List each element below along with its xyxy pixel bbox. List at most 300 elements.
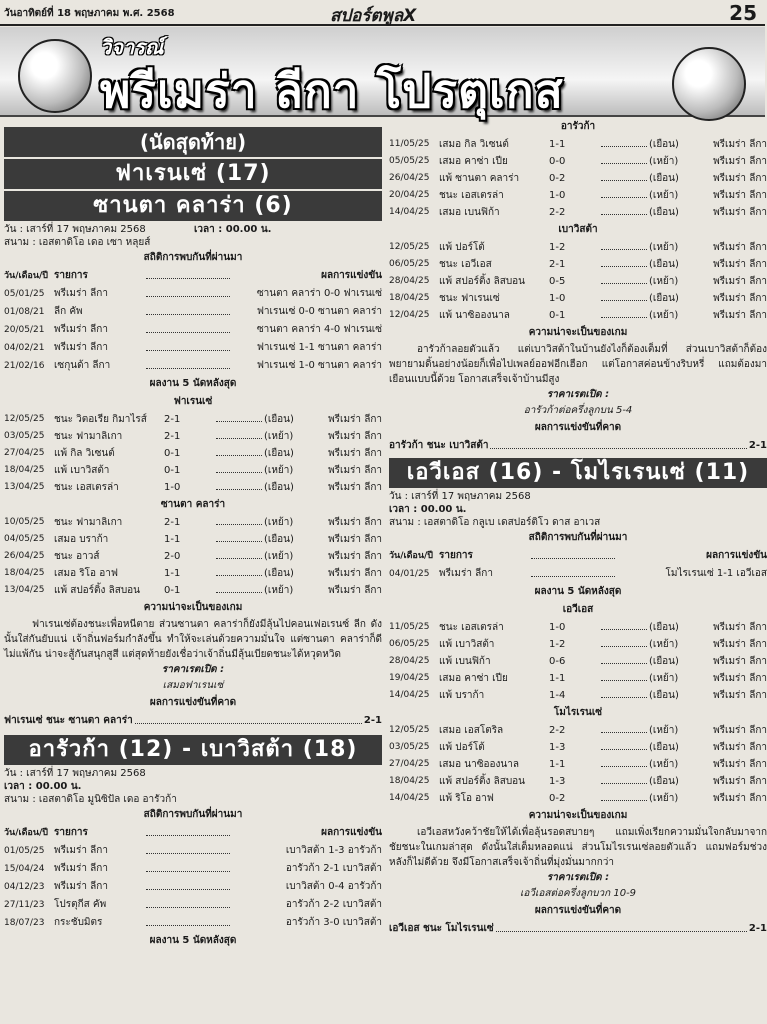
- form-list: [389, 722, 767, 807]
- form-venue: (เยือน): [649, 207, 679, 218]
- h2h-head-result: ผลการแข่งขัน: [321, 827, 382, 838]
- h2h-competition: พรีเมร่า ลีกา: [54, 845, 108, 856]
- form-date: 18/04/25: [4, 465, 45, 475]
- form-row: [389, 756, 767, 773]
- soccer-ball-icon: [18, 39, 92, 113]
- dot-leader: [146, 914, 230, 926]
- last5-title: ผลงาน 5 นัดหลังสุด: [534, 586, 622, 597]
- h2h-row: [4, 842, 382, 860]
- form-date: 05/05/25: [389, 156, 430, 166]
- form-result: เสมอ กิล วิเซนต์: [439, 139, 509, 150]
- form-score: 1-0: [549, 622, 566, 633]
- h2h-head-date: วัน/เดือน/ปี: [4, 271, 48, 281]
- h2h-title: สถิติการพบกันที่ผ่านมา: [143, 809, 243, 820]
- chance-text: เอวีเอสหวังคว้าชัยให้ได้เพื่อลุ้นรอดสบายๆ แถมเพิ่งเรียกความมั่นใจกลับมาจากชัยชนะในเกมล่าสุด ดังนั้นใส่เต็มหลอดแน่ ส่วนโมไรเรนเซ่ลอยตัวแล้ว แถมฟอร์มช่วงหลังก็ไม่ดีด้วย จึงมีโอกาสเสร็จเจ้าถิ่นที่มุ่งมั่นมากกว่า: [389, 827, 767, 868]
- form-result: เสมอ คาซ่า เปีย: [439, 673, 508, 684]
- dot-leader: [216, 428, 262, 439]
- h2h-list: [4, 285, 382, 375]
- prediction-title: ผลการแข่งขันที่คาด: [534, 422, 622, 433]
- h2h-result: เบาวิสต้า 1-3 อารัวก้า: [285, 845, 382, 856]
- form-competition: พรีเมร่า ลีกา: [713, 207, 767, 218]
- h2h-competition: พรีเมร่า ลีกา: [439, 568, 493, 579]
- form-venue: (เยือน): [649, 690, 679, 701]
- form-competition: พรีเมร่า ลีกา: [328, 585, 382, 596]
- form-row: [4, 531, 382, 548]
- form-row: [389, 273, 767, 290]
- match-day: วัน : เสาร์ที่ 17 พฤษภาคม 2568: [389, 491, 531, 502]
- h2h-date: 05/01/25: [4, 289, 45, 299]
- h2h-header: [4, 824, 382, 842]
- dot-leader: [601, 153, 647, 164]
- h2h-date: 04/02/21: [4, 343, 45, 353]
- form-row: [4, 582, 382, 599]
- form-result: เสมอ บราก้า: [54, 534, 109, 545]
- h2h-competition: พรีเมร่า ลีกา: [54, 288, 108, 299]
- h2h-row: [4, 896, 382, 914]
- dot-leader: [216, 582, 262, 593]
- form-row: [389, 773, 767, 790]
- form-venue: (เยือน): [264, 482, 294, 493]
- dot-leader: [216, 531, 262, 542]
- dot-leader: [601, 636, 647, 647]
- form-result: เสมอ เอสโตริล: [439, 725, 504, 736]
- form-score: 1-2: [549, 242, 566, 253]
- dot-leader: [601, 756, 647, 767]
- form-date: 11/05/25: [389, 139, 430, 149]
- form-date: 03/05/25: [389, 742, 430, 752]
- form-result: ชนะ ฟามาลิเกา: [54, 431, 123, 442]
- form-score: 0-5: [549, 276, 566, 287]
- form-score: 1-1: [164, 568, 181, 579]
- h2h-head-date: วัน/เดือน/ปี: [389, 551, 433, 561]
- h2h-row: [4, 914, 382, 932]
- dot-leader: [601, 170, 647, 181]
- form-row: [4, 479, 382, 496]
- form-row: [4, 445, 382, 462]
- form-list: [389, 619, 767, 704]
- form-row: [389, 653, 767, 670]
- team-a-name: ฟาเรนเซ่: [173, 396, 213, 407]
- h2h-date: 18/07/23: [4, 918, 45, 928]
- form-score: 0-1: [164, 448, 181, 459]
- form-date: 26/04/25: [389, 173, 430, 183]
- form-result: เสมอ ริโอ อาฟ: [54, 568, 118, 579]
- form-competition: พรีเมร่า ลีกา: [328, 551, 382, 562]
- form-score: 0-1: [164, 585, 181, 596]
- form-score: 0-0: [549, 156, 566, 167]
- form-venue: (เยือน): [649, 776, 679, 787]
- form-score: 1-3: [549, 742, 566, 753]
- form-date: 18/04/25: [389, 776, 430, 786]
- form-date: 11/05/25: [389, 622, 430, 632]
- chance-text: ฟาเรนเซ่ต้องชนะเพื่อหนีตาย ส่วนซานตา คลาร่าก็ยังมีลุ้นไปคอนเฟอเรนซ์ ลีก ดังนั้นใส่กันยับแน่ เจ้าถิ่นฟอร์มกำลังขึ้น ทำให้จะเล่นด้วยความมั่นใจ แต่ซานตา คลาร่าก็ดีไม่แพ้กัน น่าจะสู้กันสนุกสูสี แต่สุดท้ายยังเชื่อว่าเจ้าถิ่นมีลุ้นเบียดชนะได้หวุดหวิด: [4, 619, 382, 660]
- h2h-date: 21/02/16: [4, 361, 45, 371]
- h2h-competition: พรีเมร่า ลีกา: [54, 324, 108, 335]
- form-date: 06/05/25: [389, 259, 430, 269]
- form-date: 10/05/25: [4, 517, 45, 527]
- form-competition: พรีเมร่า ลีกา: [713, 656, 767, 667]
- chance-text: อารัวก้าลอยตัวแล้ว แต่เบาวิสต้าในบ้านยังไงก็ต้องเต็มที่ ส่วนเบาวิสต้าก็ต้องพยายามดิ้นอย่างน้อยก็เพื่อไปเพลย์ออฟอีกเฮือก แต่โอกาสค่อนข้างริบหรี่ แถมต้องมาเยือนแบบนี้ด้วย โอกาสเสร็จเจ้าบ้านมีสูง: [389, 344, 767, 385]
- form-competition: พรีเมร่า ลีกา: [713, 242, 767, 253]
- form-score: 2-1: [164, 414, 181, 425]
- h2h-title: สถิติการพบกันที่ผ่านมา: [528, 532, 628, 543]
- team-a-name: อารัวก้า: [560, 121, 596, 132]
- h2h-head-list: รายการ: [439, 550, 473, 561]
- form-result: ชนะ อาวส์: [54, 551, 100, 562]
- match-venue: สนาม : เอสตาดิโอ มูนิซิปัล เดอ อารัวก้า: [4, 794, 177, 805]
- h2h-date: 15/04/24: [4, 864, 45, 874]
- form-venue: (เหย้า): [649, 190, 679, 201]
- form-row: [389, 790, 767, 807]
- page-header: [0, 0, 765, 26]
- form-result: เสมอ คาซ่า เปีย: [439, 156, 508, 167]
- form-competition: พรีเมร่า ลีกา: [713, 310, 767, 321]
- form-score: 1-1: [164, 534, 181, 545]
- form-venue: (เหย้า): [649, 793, 679, 804]
- form-result: แพ้ ปอร์โต้: [439, 742, 485, 753]
- form-result: แพ้ บราก้า: [439, 690, 485, 701]
- h2h-competition: พรีเมร่า ลีกา: [54, 881, 108, 892]
- form-venue: (เหย้า): [649, 310, 679, 321]
- form-score: 1-0: [549, 190, 566, 201]
- left-column: [4, 125, 382, 950]
- form-result: แพ้ ปอร์โต้: [439, 242, 485, 253]
- dot-leader: [601, 136, 647, 147]
- h2h-result: อารัวก้า 2-1 เบาวิสต้า: [285, 863, 382, 874]
- form-competition: พรีเมร่า ลีกา: [713, 776, 767, 787]
- h2h-result: ฟาเรนเซ่ 1-0 ซานตา คลาร่า: [256, 360, 382, 371]
- match-info: [4, 223, 382, 236]
- form-venue: (เหย้า): [649, 242, 679, 253]
- dot-leader: [216, 514, 262, 525]
- form-row: [4, 565, 382, 582]
- form-venue: (เยือน): [264, 534, 294, 545]
- prediction: [389, 437, 767, 454]
- h2h-head-date: วัน/เดือน/ปี: [4, 828, 48, 838]
- prediction-title: ผลการแข่งขันที่คาด: [534, 905, 622, 916]
- dot-leader: [601, 687, 647, 698]
- form-venue: (เหย้า): [264, 431, 294, 442]
- form-row: [389, 136, 767, 153]
- form-result: ชนะ เอสเตรล่า: [54, 482, 119, 493]
- h2h-result: ซานตา คลาร่า 4-0 ฟาเรนเซ่: [256, 324, 382, 335]
- form-score: 2-0: [164, 551, 181, 562]
- form-date: 26/04/25: [4, 551, 45, 561]
- dot-leader: [146, 842, 230, 854]
- form-venue: (เยือน): [649, 293, 679, 304]
- form-competition: พรีเมร่า ลีกา: [713, 759, 767, 770]
- last5-title: ผลงาน 5 นัดหลังสุด: [149, 378, 237, 389]
- form-date: 28/04/25: [389, 276, 430, 286]
- form-competition: พรีเมร่า ลีกา: [713, 725, 767, 736]
- form-result: เสมอ เบนฟิก้า: [439, 207, 500, 218]
- form-score: 0-6: [549, 656, 566, 667]
- h2h-result: อารัวก้า 2-2 เบาวิสต้า: [285, 899, 382, 910]
- dot-leader: [601, 670, 647, 681]
- form-date: 14/04/25: [389, 207, 430, 217]
- form-row: [4, 411, 382, 428]
- h2h-header: [389, 547, 767, 565]
- form-date: 12/05/25: [389, 242, 430, 252]
- form-row: [389, 636, 767, 653]
- form-venue: (เหย้า): [649, 276, 679, 287]
- form-date: 06/05/25: [389, 639, 430, 649]
- dot-leader: [216, 479, 262, 490]
- dot-leader: [146, 303, 230, 315]
- right-column: [389, 118, 767, 937]
- dot-leader: [601, 307, 647, 318]
- brand-logo: สปอร์ตพูลX: [330, 6, 417, 26]
- soccer-ball-icon: [672, 47, 746, 121]
- form-competition: พรีเมร่า ลีกา: [328, 465, 382, 476]
- dot-leader: [601, 619, 647, 630]
- h2h-date: 01/08/21: [4, 307, 45, 317]
- round-tag: (นัดสุดท้าย): [4, 127, 382, 157]
- away-team-title: ซานตา คลาร่า (6): [4, 191, 382, 221]
- dot-leader: [216, 411, 262, 422]
- dot-leader: [146, 878, 230, 890]
- form-competition: พรีเมร่า ลีกา: [713, 793, 767, 804]
- dot-leader: [146, 896, 230, 908]
- form-score: 2-2: [549, 725, 566, 736]
- form-date: 04/05/25: [4, 534, 45, 544]
- form-row: [389, 670, 767, 687]
- form-competition: พรีเมร่า ลีกา: [328, 431, 382, 442]
- form-date: 18/04/25: [4, 568, 45, 578]
- price-value: อารัวก้าต่อครึ่งลูกบน 5-4: [523, 405, 633, 416]
- h2h-competition: เซกุนด้า ลีกา: [54, 360, 111, 371]
- form-row: [389, 239, 767, 256]
- form-result: ชนะ ฟาเรนเซ่: [439, 293, 500, 304]
- form-competition: พรีเมร่า ลีกา: [713, 173, 767, 184]
- form-row: [4, 514, 382, 531]
- dot-leader: [601, 790, 647, 801]
- h2h-list: [389, 565, 767, 583]
- form-date: 27/04/25: [4, 448, 45, 458]
- price-value: เอวีเอสต่อครึ่งลูกบวก 10-9: [519, 888, 637, 899]
- prediction-text: ฟาเรนเซ่ ชนะ ซานตา คลาร่า: [4, 715, 133, 726]
- h2h-result: อารัวก้า 3-0 เบาวิสต้า: [285, 917, 382, 928]
- form-score: 0-1: [164, 465, 181, 476]
- price-title: ราคาเรตเปิด :: [161, 664, 225, 675]
- form-row: [4, 548, 382, 565]
- chance-title: ความน่าจะเป็นของเกม: [528, 327, 628, 338]
- dot-leader: [146, 321, 230, 333]
- form-score: 1-1: [549, 673, 566, 684]
- team-b-name: เบาวิสต้า: [558, 224, 598, 235]
- form-row: [389, 687, 767, 704]
- form-score: 1-1: [549, 139, 566, 150]
- form-score: 1-0: [549, 293, 566, 304]
- dot-leader: [146, 357, 230, 369]
- form-score: 1-1: [549, 759, 566, 770]
- form-venue: (เยือน): [649, 259, 679, 270]
- form-result: แพ้ ริโอ อาฟ: [439, 793, 494, 804]
- title-banner: [0, 27, 765, 117]
- form-venue: (เหย้า): [264, 465, 294, 476]
- dot-leader: [531, 565, 615, 577]
- form-venue: (เยือน): [649, 742, 679, 753]
- form-result: แพ้ เบนฟิก้า: [439, 656, 491, 667]
- form-date: 13/04/25: [4, 585, 45, 595]
- h2h-row: [4, 321, 382, 339]
- match-time: เวลา : 00.00 น.: [194, 224, 272, 235]
- form-score: 0-2: [549, 793, 566, 804]
- form-row: [389, 153, 767, 170]
- match-day: วัน : เสาร์ที่ 17 พฤษภาคม 2568: [4, 768, 146, 779]
- form-row: [389, 307, 767, 324]
- h2h-date: 01/05/25: [4, 846, 45, 856]
- dot-leader: [146, 860, 230, 872]
- home-team-title: ฟาเรนเซ่ (17): [4, 159, 382, 189]
- dot-leader: [216, 565, 262, 576]
- form-result: แพ้ เบาวิสต้า: [439, 639, 495, 650]
- form-venue: (เยือน): [649, 139, 679, 150]
- form-competition: พรีเมร่า ลีกา: [713, 690, 767, 701]
- dot-leader: [601, 187, 647, 198]
- form-date: 27/04/25: [389, 759, 430, 769]
- h2h-head-list: รายการ: [54, 827, 88, 838]
- form-result: แพ้ นาซิอองนาล: [439, 310, 510, 321]
- last5-title: ผลงาน 5 นัดหลังสุด: [149, 935, 237, 946]
- form-result: แพ้ สปอร์ติ้ง ลิสบอน: [439, 776, 526, 787]
- form-row: [4, 428, 382, 445]
- form-result: ชนะ ฟามาลิเกา: [54, 517, 123, 528]
- form-date: 14/04/25: [389, 690, 430, 700]
- form-date: 12/05/25: [4, 414, 45, 424]
- price-title: ราคาเรตเปิด :: [546, 389, 610, 400]
- h2h-result: ฟาเรนเซ่ 1-1 ซานตา คลาร่า: [256, 342, 382, 353]
- form-row: [389, 256, 767, 273]
- match-title: เอวีเอส (16) - โมไรเรนเซ่ (11): [389, 458, 767, 488]
- dot-leader: [146, 285, 230, 297]
- form-row: [389, 739, 767, 756]
- form-venue: (เยือน): [264, 414, 294, 425]
- dot-leader: [146, 339, 230, 351]
- form-venue: (เหย้า): [649, 156, 679, 167]
- h2h-competition: พรีเมร่า ลีกา: [54, 342, 108, 353]
- form-competition: พรีเมร่า ลีกา: [713, 190, 767, 201]
- form-row: [389, 722, 767, 739]
- form-venue: (เหย้า): [649, 673, 679, 684]
- form-row: [389, 290, 767, 307]
- form-result: ชนะ เอสเตรล่า: [439, 622, 504, 633]
- form-list: [389, 239, 767, 324]
- dot-leader: [601, 204, 647, 215]
- dot-leader: [601, 722, 647, 733]
- form-score: 2-1: [164, 517, 181, 528]
- form-competition: พรีเมร่า ลีกา: [713, 622, 767, 633]
- form-result: แพ้ ซานตา คลาร่า: [439, 173, 520, 184]
- form-date: 12/04/25: [389, 310, 430, 320]
- form-score: 0-2: [549, 173, 566, 184]
- form-date: 12/05/25: [389, 725, 430, 735]
- form-venue: (เยือน): [649, 173, 679, 184]
- form-result: ชนะ เอวีเอส: [439, 259, 492, 270]
- form-score: 2-1: [164, 431, 181, 442]
- form-venue: (เหย้า): [649, 639, 679, 650]
- h2h-header: [4, 267, 382, 285]
- form-date: 20/04/25: [389, 190, 430, 200]
- form-list: [389, 136, 767, 221]
- issue-date: วันอาทิตย์ที่ 18 พฤษภาคม พ.ศ. 2568: [4, 8, 175, 19]
- form-result: แพ้ สปอร์ติ้ง ลิสบอน: [439, 276, 526, 287]
- form-row: [389, 170, 767, 187]
- h2h-competition: พรีเมร่า ลีกา: [54, 863, 108, 874]
- dot-leader: [601, 290, 647, 301]
- dot-leader: [216, 445, 262, 456]
- form-venue: (เหย้า): [649, 725, 679, 736]
- chance-title: ความน่าจะเป็นของเกม: [143, 602, 243, 613]
- form-competition: พรีเมร่า ลีกา: [328, 534, 382, 545]
- h2h-list: [4, 842, 382, 932]
- match-title: อารัวก้า (12) - เบาวิสต้า (18): [4, 735, 382, 765]
- form-score: 0-1: [549, 310, 566, 321]
- form-result: แพ้ กิล วิเซนต์: [54, 448, 115, 459]
- form-score: 1-2: [549, 639, 566, 650]
- dot-leader: [216, 462, 262, 473]
- form-competition: พรีเมร่า ลีกา: [328, 482, 382, 493]
- form-date: 28/04/25: [389, 656, 430, 666]
- h2h-result: ฟาเรนเซ่ 0-0 ซานตา คลาร่า: [256, 306, 382, 317]
- h2h-row: [4, 357, 382, 375]
- form-score: 1-3: [549, 776, 566, 787]
- form-score: 2-1: [549, 259, 566, 270]
- form-venue: (เยือน): [264, 568, 294, 579]
- team-b-name: โมไรเรนเซ่: [553, 707, 603, 718]
- form-venue: (เหย้า): [264, 517, 294, 528]
- h2h-date: 27/11/23: [4, 900, 45, 910]
- form-score: 1-4: [549, 690, 566, 701]
- form-row: [389, 619, 767, 636]
- chance-title: ความน่าจะเป็นของเกม: [528, 810, 628, 821]
- form-competition: พรีเมร่า ลีกา: [713, 276, 767, 287]
- h2h-result: เบาวิสต้า 0-4 อารัวก้า: [285, 881, 382, 892]
- form-competition: พรีเมร่า ลีกา: [713, 639, 767, 650]
- match-day: วัน : เสาร์ที่ 17 พฤษภาคม 2568: [4, 224, 146, 235]
- form-row: [4, 462, 382, 479]
- form-competition: พรีเมร่า ลีกา: [328, 517, 382, 528]
- h2h-competition: กระชับมิตร: [54, 917, 103, 928]
- form-date: 19/04/25: [389, 673, 430, 683]
- dot-leader: [601, 239, 647, 250]
- price-title: ราคาเรตเปิด :: [546, 872, 610, 883]
- form-score: 2-2: [549, 207, 566, 218]
- form-competition: พรีเมร่า ลีกา: [713, 139, 767, 150]
- price-value: เสมอฟาเรนเซ่: [162, 680, 224, 691]
- form-venue: (เยือน): [649, 622, 679, 633]
- h2h-date: 04/01/25: [389, 569, 430, 579]
- h2h-row: [4, 303, 382, 321]
- dot-leader: [216, 548, 262, 559]
- form-date: 14/04/25: [389, 793, 430, 803]
- team-a-name: เอวีเอส: [562, 604, 594, 615]
- h2h-date: 20/05/21: [4, 325, 45, 335]
- form-result: ชนะ เอสเตรล่า: [439, 190, 504, 201]
- team-b-name: ซานตา คลาร่า: [160, 499, 226, 510]
- prediction-score: 2-1: [363, 715, 382, 726]
- dot-leader: [601, 653, 647, 664]
- h2h-head-result: ผลการแข่งขัน: [706, 550, 767, 561]
- banner-title: พรีเมร่า ลีกา โปรตุเกส: [100, 64, 564, 118]
- page-number: 25: [729, 1, 757, 25]
- form-competition: พรีเมร่า ลีกา: [713, 259, 767, 270]
- form-result: เสมอ นาซิอองนาล: [439, 759, 520, 770]
- form-date: 18/04/25: [389, 293, 430, 303]
- form-competition: พรีเมร่า ลีกา: [713, 156, 767, 167]
- form-row: [389, 187, 767, 204]
- h2h-title: สถิติการพบกันที่ผ่านมา: [143, 252, 243, 263]
